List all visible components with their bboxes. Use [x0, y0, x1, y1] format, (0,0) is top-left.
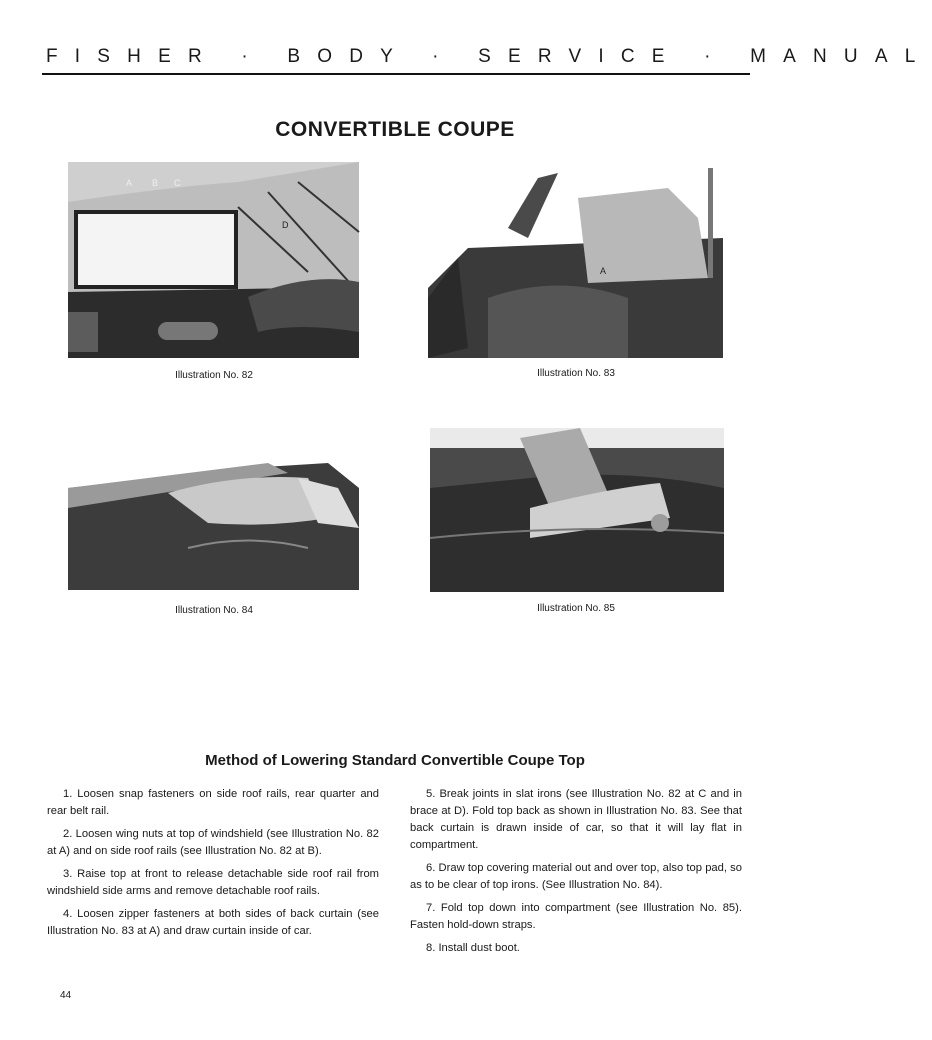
- running-header: [42, 46, 932, 70]
- caption-84: Illustration No. 84: [175, 605, 253, 616]
- step-2: 2. Loosen wing nuts at top of windshield (see Illustration No. 82 at A) and on side roof rails (see Illustration No. 82 at B).: [47, 828, 379, 857]
- step-7: 7. Fold top down into compartment (see Illustration No. 85). Fasten hold-down straps.: [410, 902, 742, 931]
- step-8: 8. Install dust boot.: [426, 942, 520, 954]
- step-4: 4. Loosen zipper fasteners at both sides of back curtain (see Illustration No. 83 at A) and draw curtain inside of car.: [47, 908, 379, 937]
- illustration-83-photo: [428, 158, 723, 358]
- illustration-82-photo: [68, 162, 359, 358]
- callout-c: C: [174, 178, 181, 188]
- page-title: CONVERTIBLE COUPE: [275, 118, 515, 141]
- callout-b: B: [152, 178, 159, 188]
- header-rule: [42, 73, 750, 75]
- caption-82: Illustration No. 82: [175, 370, 253, 381]
- manual-title: FISHER · BODY · SERVICE · MANUAL: [46, 46, 932, 67]
- step-6: 6. Draw top covering material out and over top, also top pad, so as to be clear of top irons. (See Illustration No. 84).: [410, 862, 742, 891]
- section-title: Method of Lowering Standard Convertible Coupe Top: [205, 752, 585, 769]
- instructions-right-column: [410, 786, 742, 963]
- step-1: 1. Loosen snap fasteners on side roof rails, rear quarter and rear belt rail.: [47, 788, 379, 817]
- step-5: 5. Break joints in slat irons (see Illustration No. 82 at C and in brace at D). Fold top back as shown in Illustration No. 83. See that back curtain is drawn inside of car, so that it will lay flat in compartment.: [410, 788, 742, 851]
- caption-85: Illustration No. 85: [537, 603, 615, 614]
- illustration-84-photo: [68, 448, 359, 590]
- step-3: 3. Raise top at front to release detachable side roof rail from windshield side arms and remove detachable roof rails.: [47, 868, 379, 897]
- callout-a: A: [600, 266, 607, 276]
- instructions-left-column: [47, 786, 379, 946]
- callout-a: A: [126, 178, 133, 188]
- caption-83: Illustration No. 83: [537, 368, 615, 379]
- illustration-85-photo: [430, 428, 724, 592]
- callout-d: D: [282, 220, 289, 230]
- page-number: 44: [60, 990, 72, 1001]
